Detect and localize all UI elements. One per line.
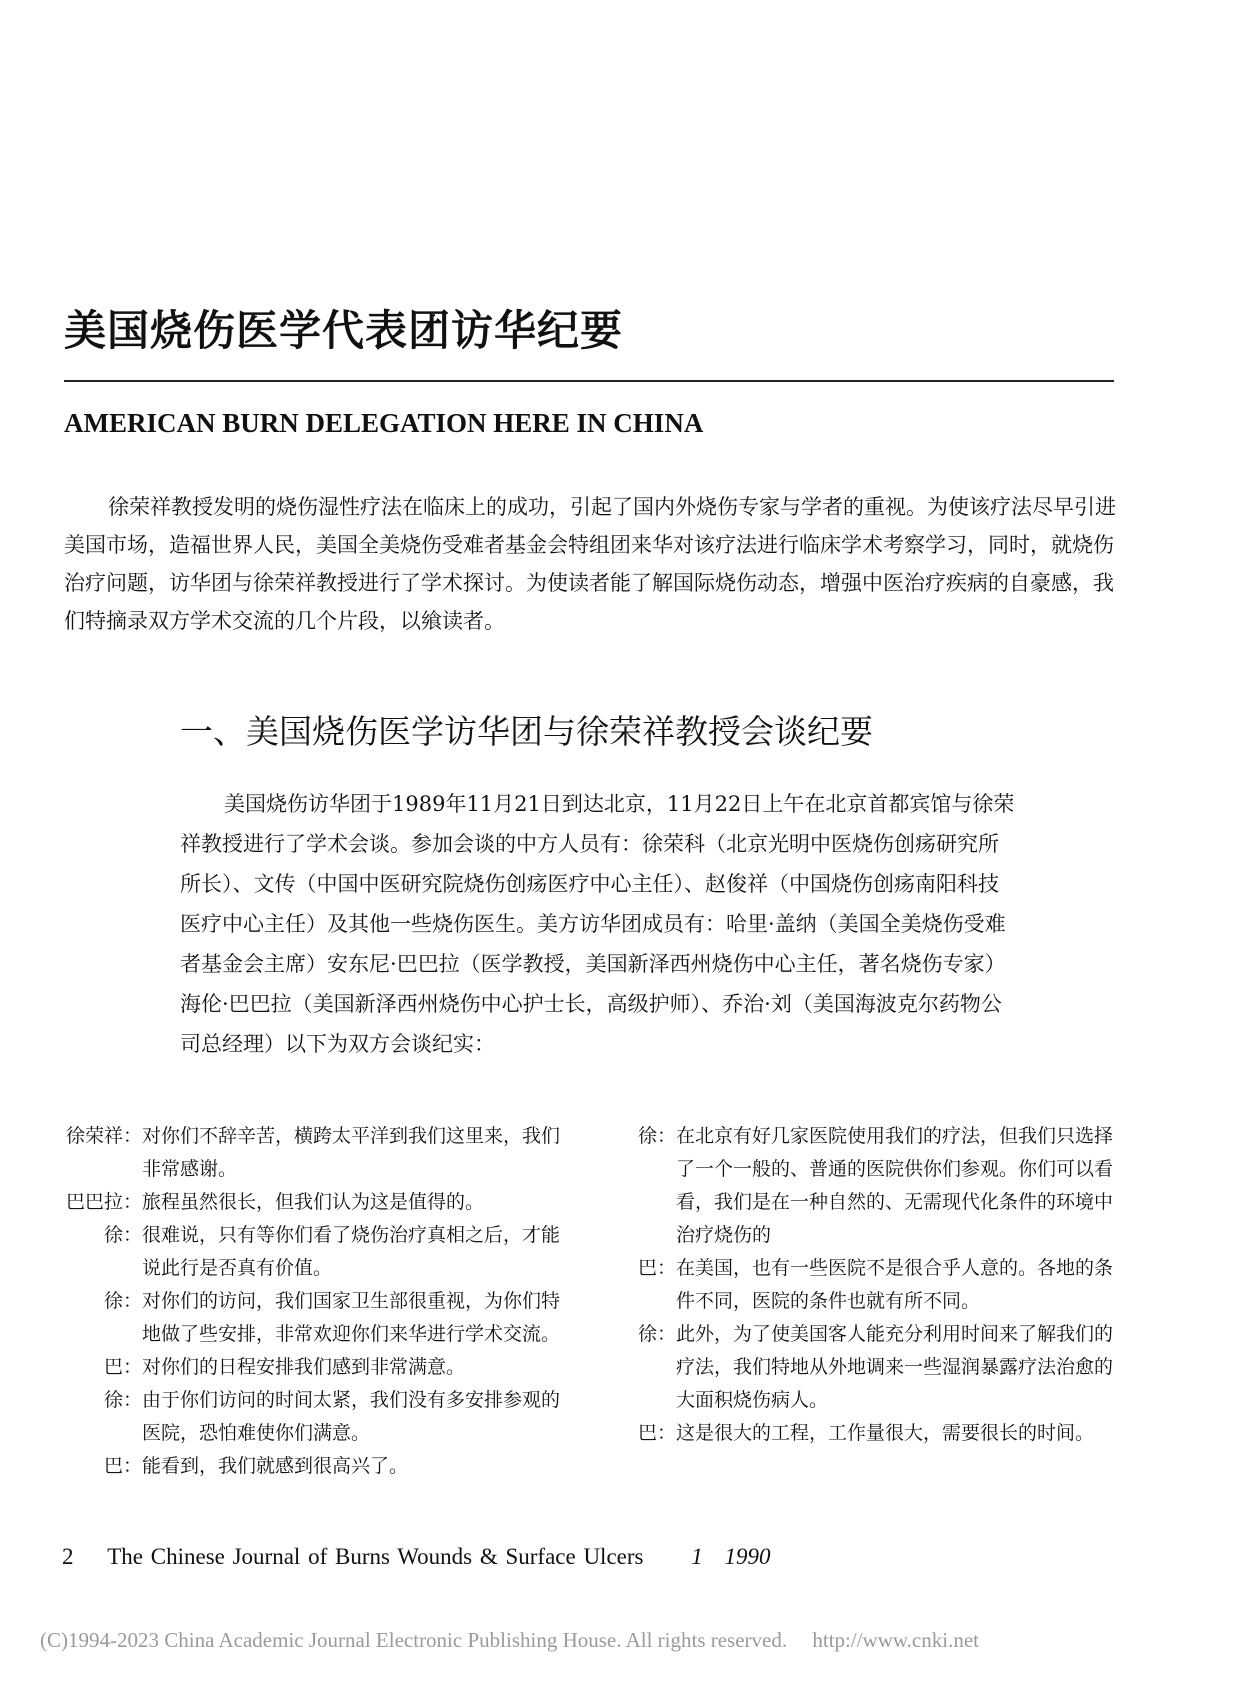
utterance: 对你们的访问，我们国家卫生部很重视，为你们特地做了些安排，非常欢迎你们来华进行学术交流。	[142, 1290, 561, 1345]
speaker: 徐：	[103, 1224, 142, 1246]
dialogue-left-column	[62, 1120, 570, 1483]
utterance: 很难说，只有等你们看了烧伤治疗真相之后，才能说此行是否真有价值。	[142, 1224, 561, 1279]
utterance: 在美国，也有一些医院不是很合乎人意的。各地的条件不同，医院的条件也就有所不同。	[676, 1257, 1114, 1312]
copyright-text: (C)1994-2023 China Academic Journal Electronic Publishing House. All rights reserved.	[40, 1628, 788, 1652]
speaker: 徐：	[103, 1290, 142, 1312]
dialogue-turn	[638, 1417, 1118, 1450]
meeting-paragraph	[180, 784, 1018, 1064]
speaker: 徐：	[103, 1389, 142, 1411]
dialogue-turn	[638, 1318, 1118, 1417]
speaker: 巴：	[638, 1422, 677, 1444]
page-number: 2	[62, 1544, 74, 1569]
utterance: 能看到，我们就感到很高兴了。	[142, 1455, 409, 1477]
utterance: 旅程虽然很长，但我们认为这是值得的。	[142, 1191, 485, 1213]
utterance: 对你们的日程安排我们感到非常满意。	[142, 1356, 466, 1378]
dialogue-turn	[62, 1120, 570, 1186]
speaker: 徐：	[638, 1323, 677, 1345]
speaker: 巴：	[103, 1356, 142, 1378]
issue-year: 1990	[724, 1544, 771, 1569]
dialogue-turn	[638, 1120, 1118, 1252]
utterance: 由于你们访问的时间太紧，我们没有多安排参观的医院，恐怕难使你们满意。	[142, 1389, 561, 1444]
speaker: 巴巴拉：	[65, 1191, 142, 1213]
article-title-english: AMERICAN BURN DELEGATION HERE IN CHINA	[64, 408, 704, 438]
article-title: 美国烧伤医学代表团访华纪要	[64, 306, 624, 355]
dialogue-turn	[638, 1252, 1118, 1318]
dialogue-right-column	[638, 1120, 1118, 1450]
copyright-watermark	[40, 1628, 979, 1653]
utterance: 此外，为了使美国客人能充分利用时间来了解我们的疗法，我们特地从外地调来一些湿润暴露疗法治愈的大面积烧伤病人。	[676, 1323, 1114, 1411]
utterance: 对你们不辞辛苦，横跨太平洋到我们这里来，我们非常感谢。	[142, 1125, 561, 1180]
dialogue-turn	[62, 1219, 570, 1285]
speaker: 徐荣祥：	[65, 1125, 142, 1147]
intro-paragraph	[64, 488, 1118, 640]
speaker: 巴：	[103, 1455, 142, 1477]
meeting-text: 美国烧伤访华团于1989年11月21日到达北京，11月22日上午在北京首都宾馆与徐荣祥教授进行了学术会谈。参加会谈的中方人员有：徐荣科（北京光明中医烧伤创疡研究所所长）、文传（中国中医研究院烧伤创疡医疗中心主任）、赵俊祥（中国烧伤创疡南阳科技医疗中心主任）及其他一些烧伤医生。美方访华团成员有：哈里·盖纳（美国全美烧伤受难者基金会主席）安东尼·巴巴拉（医学教授，美国新泽西州烧伤中心主任，著名烧伤专家）海伦·巴巴拉（美国新泽西州烧伤中心护士长，高级护师）、乔治·刘（美国海波克尔药物公司总经理）以下为双方会谈纪实：	[180, 792, 1015, 1056]
copyright-url: http://www.cnki.net	[812, 1628, 979, 1652]
section-heading: 一、美国烧伤医学访华团与徐荣祥教授会谈纪要	[180, 712, 873, 751]
intro-text: 徐荣祥教授发明的烧伤湿性疗法在临床上的成功，引起了国内外烧伤专家与学者的重视。为使该疗法尽早引进美国市场，造福世界人民，美国全美烧伤受难者基金会特组团来华对该疗法进行临床学术考察学习，同时，就烧伤治疗问题，访华团与徐荣祥教授进行了学术探讨。为使读者能了解国际烧伤动态，增强中医治疗疾病的自豪感，我们特摘录双方学术交流的几个片段，以飨读者。	[64, 495, 1116, 633]
utterance: 在北京有好几家医院使用我们的疗法，但我们只选择了一个一般的、普通的医院供你们参观。你们可以看看，我们是在一种自然的、无需现代化条件的环境中治疗烧伤的	[676, 1125, 1114, 1246]
dialogue-turn	[62, 1186, 570, 1219]
issue-number: 1	[691, 1544, 703, 1569]
dialogue-turn	[62, 1285, 570, 1351]
speaker: 徐：	[638, 1125, 677, 1147]
dialogue-turn	[62, 1351, 570, 1384]
title-rule	[64, 380, 1114, 382]
dialogue-turn	[62, 1384, 570, 1450]
dialogue-turn	[62, 1450, 570, 1483]
journal-name: The Chinese Journal of Burns Wounds & Surface Ulcers	[107, 1544, 644, 1569]
utterance: 这是很大的工程，工作量很大，需要很长的时间。	[676, 1422, 1095, 1444]
page-footer	[62, 1544, 770, 1570]
speaker: 巴：	[638, 1257, 677, 1279]
